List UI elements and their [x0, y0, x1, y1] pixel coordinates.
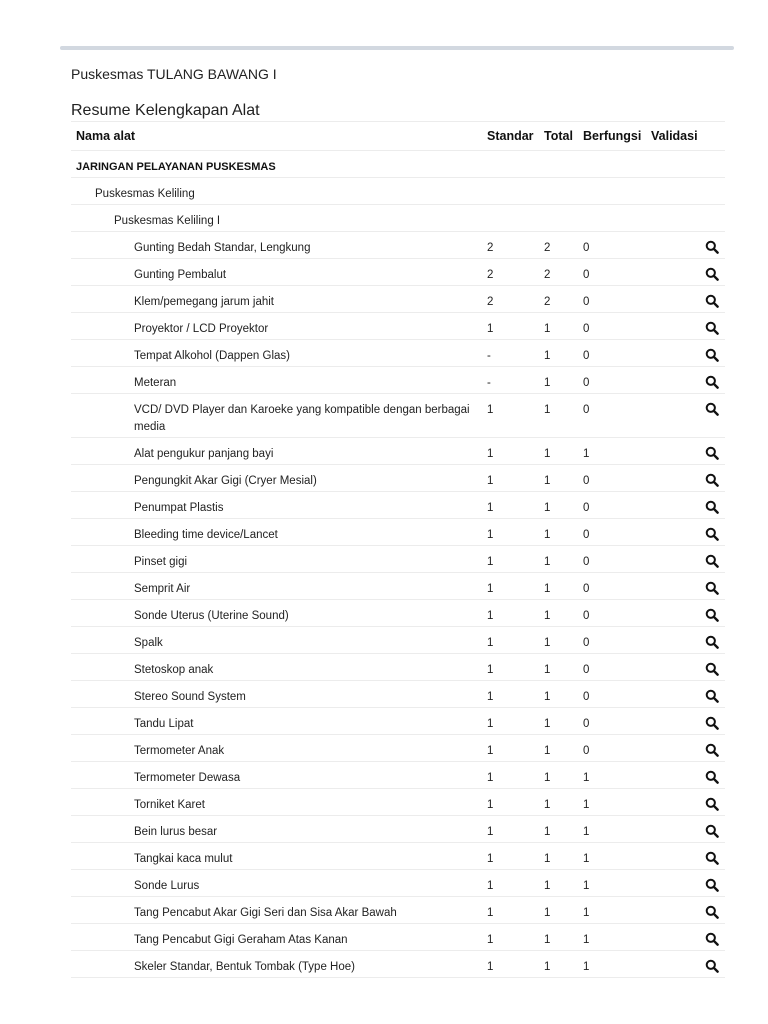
item-standar: 1: [487, 718, 494, 730]
search-icon[interactable]: [705, 851, 719, 865]
item-berfungsi: 1: [583, 934, 590, 946]
item-standar: 1: [487, 664, 494, 676]
item-name: Bleeding time device/Lancet: [134, 529, 278, 541]
item-name: Alat pengukur panjang bayi: [134, 448, 274, 460]
search-icon[interactable]: [705, 375, 719, 389]
group-row-level2: [71, 205, 725, 232]
item-standar: 1: [487, 853, 494, 865]
item-standar: 1: [487, 448, 494, 460]
item-name: Sonde Uterus (Uterine Sound): [134, 610, 289, 622]
item-berfungsi: 0: [583, 745, 590, 757]
column-header-berfungsi: Berfungsi: [583, 129, 642, 143]
table-row: [71, 951, 725, 978]
item-total: 1: [544, 556, 551, 568]
item-berfungsi: 1: [583, 799, 590, 811]
item-total: 1: [544, 448, 551, 460]
item-name: Proyektor / LCD Proyektor: [134, 323, 269, 335]
item-standar: 1: [487, 880, 494, 892]
item-berfungsi: 0: [583, 664, 590, 676]
item-total: 1: [544, 934, 551, 946]
table-row: [71, 438, 725, 465]
table-row: [71, 600, 725, 627]
search-icon[interactable]: [705, 743, 719, 757]
search-icon[interactable]: [705, 446, 719, 460]
table-header-row: [71, 122, 725, 151]
table-row: [71, 789, 725, 816]
item-berfungsi: 1: [583, 853, 590, 865]
item-berfungsi: 1: [583, 772, 590, 784]
item-rows: [71, 232, 725, 978]
item-standar: 1: [487, 323, 494, 335]
item-berfungsi: 0: [583, 583, 590, 595]
table-row: [71, 843, 725, 870]
item-berfungsi: 1: [583, 961, 590, 973]
item-name: VCD/ DVD Player dan Karoeke yang kompatible dengan berbagai media: [134, 404, 470, 433]
item-berfungsi: 1: [583, 880, 590, 892]
item-standar: 1: [487, 745, 494, 757]
item-name: Pinset gigi: [134, 556, 188, 568]
item-total: 1: [544, 350, 551, 362]
table-row: [71, 924, 725, 951]
group-label: Puskesmas Keliling I: [114, 215, 221, 227]
item-standar: 1: [487, 404, 494, 416]
item-total: 1: [544, 664, 551, 676]
table-row: [71, 465, 725, 492]
item-standar: -: [487, 377, 491, 389]
item-total: 1: [544, 502, 551, 514]
facility-name: Puskesmas TULANG BAWANG I: [71, 66, 277, 82]
item-standar: 1: [487, 529, 494, 541]
search-icon[interactable]: [705, 500, 719, 514]
table-row: [71, 573, 725, 600]
item-berfungsi: 0: [583, 529, 590, 541]
item-total: 1: [544, 583, 551, 595]
item-total: 1: [544, 745, 551, 757]
item-standar: 1: [487, 772, 494, 784]
item-berfungsi: 1: [583, 826, 590, 838]
table-row: [71, 492, 725, 519]
item-berfungsi: 0: [583, 691, 590, 703]
item-name: Spalk: [134, 637, 163, 649]
item-standar: 1: [487, 475, 494, 487]
search-icon[interactable]: [705, 348, 719, 362]
item-total: 1: [544, 637, 551, 649]
item-total: 1: [544, 961, 551, 973]
item-berfungsi: 0: [583, 404, 590, 416]
table-row: [71, 654, 725, 681]
group-row-level0: [71, 151, 725, 178]
item-name: Semprit Air: [134, 583, 191, 595]
search-icon[interactable]: [705, 689, 719, 703]
search-icon[interactable]: [705, 905, 719, 919]
item-standar: -: [487, 350, 491, 362]
table-row: [71, 681, 725, 708]
item-name: Skeler Standar, Bentuk Tombak (Type Hoe): [134, 961, 355, 973]
item-berfungsi: 0: [583, 350, 590, 362]
item-name: Gunting Pembalut: [134, 269, 227, 281]
group-row-level1: [71, 178, 725, 205]
item-name: Penumpat Plastis: [134, 502, 224, 514]
search-icon[interactable]: [705, 662, 719, 676]
item-standar: 1: [487, 556, 494, 568]
item-name: Tempat Alkohol (Dappen Glas): [134, 350, 290, 362]
item-name: Torniket Karet: [134, 799, 205, 811]
group-label: Puskesmas Keliling: [95, 188, 195, 200]
item-standar: 1: [487, 637, 494, 649]
item-total: 1: [544, 377, 551, 389]
search-icon[interactable]: [705, 716, 719, 730]
item-standar: 1: [487, 610, 494, 622]
item-name: Tandu Lipat: [134, 718, 194, 730]
item-total: 1: [544, 691, 551, 703]
table-row: [71, 870, 725, 897]
item-standar: 2: [487, 296, 494, 308]
item-total: 1: [544, 610, 551, 622]
search-icon[interactable]: [705, 240, 719, 254]
item-standar: 1: [487, 583, 494, 595]
item-berfungsi: 0: [583, 556, 590, 568]
item-total: 2: [544, 269, 551, 281]
search-icon[interactable]: [705, 527, 719, 541]
item-total: 1: [544, 404, 551, 416]
table-row: [71, 816, 725, 843]
item-berfungsi: 0: [583, 323, 590, 335]
table-row: [71, 259, 725, 286]
search-icon[interactable]: [705, 473, 719, 487]
item-berfungsi: 0: [583, 637, 590, 649]
table-row: [71, 519, 725, 546]
table-row: [71, 313, 725, 340]
item-name: Bein lurus besar: [134, 826, 218, 838]
item-name: Tang Pencabut Akar Gigi Seri dan Sisa Akar Bawah: [134, 907, 397, 919]
table-row: [71, 394, 725, 438]
search-icon[interactable]: [705, 635, 719, 649]
item-standar: 1: [487, 961, 494, 973]
item-name: Klem/pemegang jarum jahit: [134, 296, 274, 308]
search-icon[interactable]: [705, 878, 719, 892]
search-icon[interactable]: [705, 294, 719, 308]
column-header-total: Total: [544, 129, 573, 143]
table-row: [71, 897, 725, 924]
table-row: [71, 627, 725, 654]
item-berfungsi: 1: [583, 907, 590, 919]
item-standar: 1: [487, 907, 494, 919]
item-total: 1: [544, 718, 551, 730]
search-icon[interactable]: [705, 581, 719, 595]
item-standar: 1: [487, 502, 494, 514]
search-icon[interactable]: [705, 402, 719, 416]
column-header-name: Nama alat: [76, 129, 136, 143]
item-total: 1: [544, 529, 551, 541]
search-icon[interactable]: [705, 321, 719, 335]
search-icon[interactable]: [705, 932, 719, 946]
item-total: 1: [544, 826, 551, 838]
table-row: [71, 367, 725, 394]
section-title: Resume Kelengkapan Alat: [71, 102, 260, 119]
search-icon[interactable]: [705, 608, 719, 622]
item-standar: 1: [487, 934, 494, 946]
item-name: Meteran: [134, 377, 177, 389]
item-total: 2: [544, 242, 551, 254]
item-total: 2: [544, 296, 551, 308]
item-name: Sonde Lurus: [134, 880, 200, 892]
search-icon[interactable]: [705, 267, 719, 281]
item-name: Tangkai kaca mulut: [134, 853, 233, 865]
item-berfungsi: 0: [583, 502, 590, 514]
search-icon[interactable]: [705, 824, 719, 838]
item-total: 1: [544, 880, 551, 892]
table-row: [71, 708, 725, 735]
item-name: Termometer Dewasa: [134, 772, 241, 784]
item-standar: 1: [487, 826, 494, 838]
table-row: [71, 340, 725, 367]
item-total: 1: [544, 907, 551, 919]
search-icon[interactable]: [705, 770, 719, 784]
item-total: 1: [544, 475, 551, 487]
group-label: JARINGAN PELAYANAN PUSKESMAS: [76, 161, 276, 173]
item-standar: 1: [487, 691, 494, 703]
table-row: [71, 286, 725, 313]
item-name: Termometer Anak: [134, 745, 225, 757]
item-berfungsi: 1: [583, 448, 590, 460]
column-header-standar: Standar: [487, 129, 534, 143]
item-berfungsi: 0: [583, 377, 590, 389]
item-berfungsi: 0: [583, 242, 590, 254]
item-berfungsi: 0: [583, 296, 590, 308]
item-name: Stetoskop anak: [134, 664, 214, 676]
item-total: 1: [544, 323, 551, 335]
item-berfungsi: 0: [583, 718, 590, 730]
equipment-table: [71, 121, 725, 978]
item-total: 1: [544, 772, 551, 784]
item-name: Gunting Bedah Standar, Lengkung: [134, 242, 311, 254]
item-berfungsi: 0: [583, 610, 590, 622]
item-standar: 1: [487, 799, 494, 811]
table-row: [71, 762, 725, 789]
item-name: Pengungkit Akar Gigi (Cryer Mesial): [134, 475, 317, 487]
item-name: Tang Pencabut Gigi Geraham Atas Kanan: [134, 934, 348, 946]
column-header-validasi: Validasi: [651, 129, 698, 143]
item-total: 1: [544, 853, 551, 865]
item-name: Stereo Sound System: [134, 691, 246, 703]
table-row: [71, 546, 725, 573]
item-standar: 2: [487, 242, 494, 254]
item-total: 1: [544, 799, 551, 811]
top-divider-bar: [60, 46, 734, 50]
table-row: [71, 735, 725, 762]
table-row: [71, 232, 725, 259]
search-icon[interactable]: [705, 797, 719, 811]
search-icon[interactable]: [705, 959, 719, 973]
item-standar: 2: [487, 269, 494, 281]
item-berfungsi: 0: [583, 475, 590, 487]
search-icon[interactable]: [705, 554, 719, 568]
item-berfungsi: 0: [583, 269, 590, 281]
